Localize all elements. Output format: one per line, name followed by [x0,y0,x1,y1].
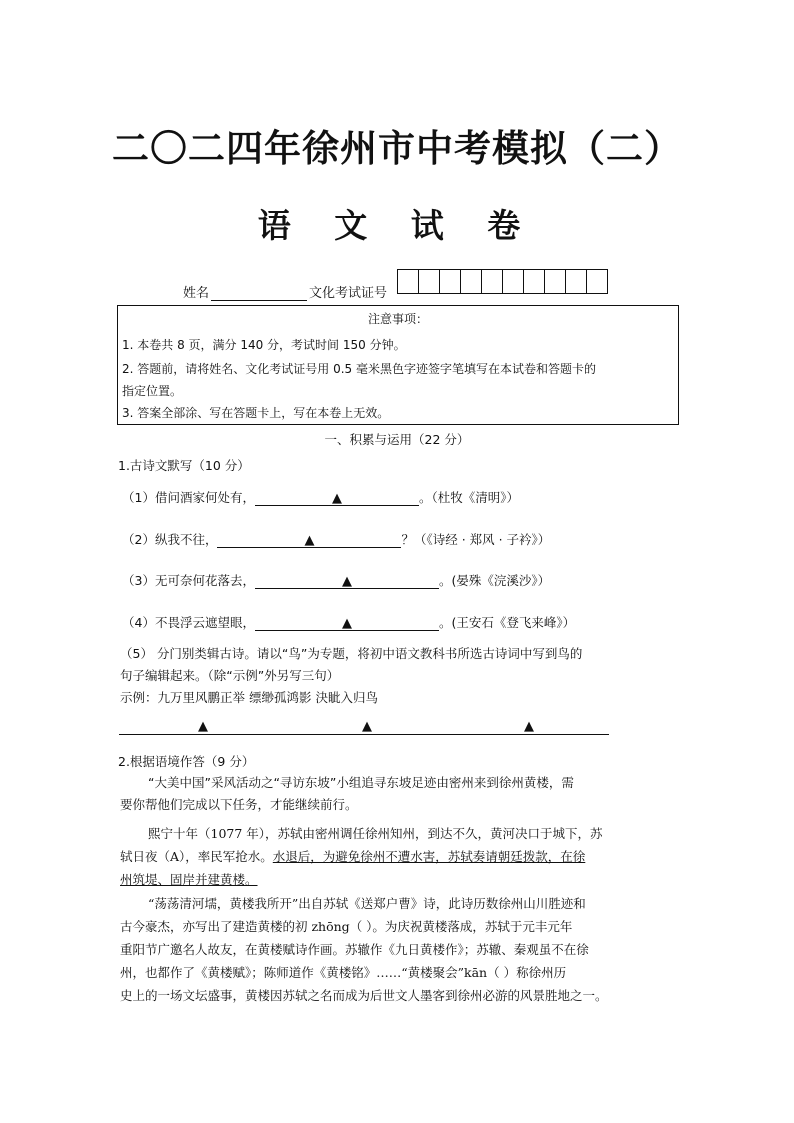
passage-paragraph-1 [120,822,678,891]
question-title: 1.古诗文默写（10 分） [118,458,250,473]
exam-id-digit-box[interactable] [544,269,566,294]
passage-line: 熙宁十年（1077 年），苏轼由密州调任徐州知州，到达不久，黄河决口于城下，苏 [148,826,603,841]
passage-line: 州，也都作了《黄楼赋》；陈师道作《黄楼铭》……“黄楼聚会”kān（ ）称徐州历 [120,965,567,980]
section-title: 一、积累与运用（22 分） [324,432,470,447]
notice-item: 2. 答题前，请将姓名、文化考试证号用 0.5 毫米黑色字迹签字笔填写在本试卷和答题卡的 [122,362,596,376]
question-5-line: 句子编辑起来。（除“示例”外另写三句） [120,668,340,683]
answer-marker: ▲ [524,719,534,734]
exam-id-digit-box[interactable] [460,269,482,294]
name-field[interactable] [211,284,307,301]
notice-item: 指定位置。 [122,384,183,398]
question-source: 。（杜牧《清明》） [418,490,519,505]
passage-line: “荡荡清河壖，黄楼我所开”出自苏轼《送郑户曹》诗，此诗历数徐州山川胜迹和 [148,896,586,911]
passage-paragraph-2 [120,892,678,1007]
answer-blank[interactable] [217,532,401,548]
exam-id-digit-box[interactable] [418,269,440,294]
underlined-sentence-end: 州筑堤、固岸并建黄楼。 [120,872,258,887]
question-item [122,613,575,631]
exam-title: 二〇二四年徐州市中考模拟（二） [112,126,682,170]
answer-blank[interactable] [255,490,419,506]
notice-box [117,305,679,425]
question-source: 。(王安石《登飞来峰》） [438,615,576,630]
passage-line: 史上的一场文坛盛事，黄楼因苏轼之名而成为后世文人墨客到徐州必游的风景胜地之一。 [120,988,608,1003]
passage-line [120,845,678,868]
question-text: （4）不畏浮云遮望眼， [122,615,255,630]
exam-id-digit-box[interactable] [481,269,503,294]
underlined-sentence: 水退后，为避免徐州不遭水害，苏轼奏请朝廷拨款，在徐 [272,849,586,864]
question-text: （2）纵我不往， [122,532,218,547]
passage-line: 古今豪杰，亦写出了建造黄楼的初 zhōng（ ）。为庆祝黄楼落成，苏轼于元丰元年 [120,919,573,934]
answer-marker: ▲ [362,719,372,734]
question-item [122,530,550,548]
notice-title: 注意事项： [367,312,428,326]
answer-marker: ▲ [198,719,208,734]
exam-subtitle: 语 文 试 卷 [257,206,537,245]
answer-marker: ▲ [331,491,342,506]
student-info-row [183,282,387,301]
question-title: 2.根据语境作答（9 分） [118,754,255,769]
passage-line: 重阳节广邀名人故友，在黄楼赋诗作画。苏辙作《九日黄楼作》；苏辙、秦观虽不在徐 [120,942,589,957]
exam-id-digit-box[interactable] [397,269,419,294]
question-source: 。(晏殊《浣溪沙》） [438,573,551,588]
exam-id-digit-box[interactable] [586,269,608,294]
example-text: 示例：九万里风鹏正举 缥缈孤鸿影 決眦入归鸟 [120,690,378,705]
question-text: （3）无可奈何花落去， [122,573,255,588]
name-label: 姓名 [183,286,210,301]
exam-id-digit-box[interactable] [502,269,524,294]
exam-id-label: 文化考试证号 [309,286,388,301]
question-source: ？（《诗经 · 郑风 · 子衿》） [401,532,551,547]
question-item [122,488,519,506]
passage-text: 轼日夜（A），率民军抢水。 [120,849,273,864]
notice-item: 3. 答案全部涂、写在答题卡上，写在本卷上无效。 [122,406,390,420]
exam-id-digit-box[interactable] [523,269,545,294]
answer-marker: ▲ [341,574,352,589]
exam-id-boxes[interactable] [398,269,608,294]
question-2-intro [120,772,678,816]
answer-marker: ▲ [341,616,352,631]
exam-id-digit-box[interactable] [565,269,587,294]
answer-marker: ▲ [304,533,315,548]
question-5-line: （5） 分门别类辑古诗。请以“鸟”为专题，将初中语文教科书所选古诗词中写到鸟的 [120,646,583,661]
question-item [122,571,550,589]
answer-line[interactable] [119,734,609,735]
intro-line: 要你帮他们完成以下任务，才能继续前行。 [120,797,358,812]
intro-line: “大美中国”采风活动之“寻访东坡”小组追寻东坡足迹由密州来到徐州黄楼，需 [148,775,574,790]
question-text: （1）借问酒家何处有， [122,490,255,505]
notice-item: 1. 本卷共 8 页，满分 140 分，考试时间 150 分钟。 [122,338,406,352]
answer-blank[interactable] [255,573,439,589]
answer-blank[interactable] [255,615,439,631]
exam-id-digit-box[interactable] [439,269,461,294]
question-5 [120,643,678,709]
